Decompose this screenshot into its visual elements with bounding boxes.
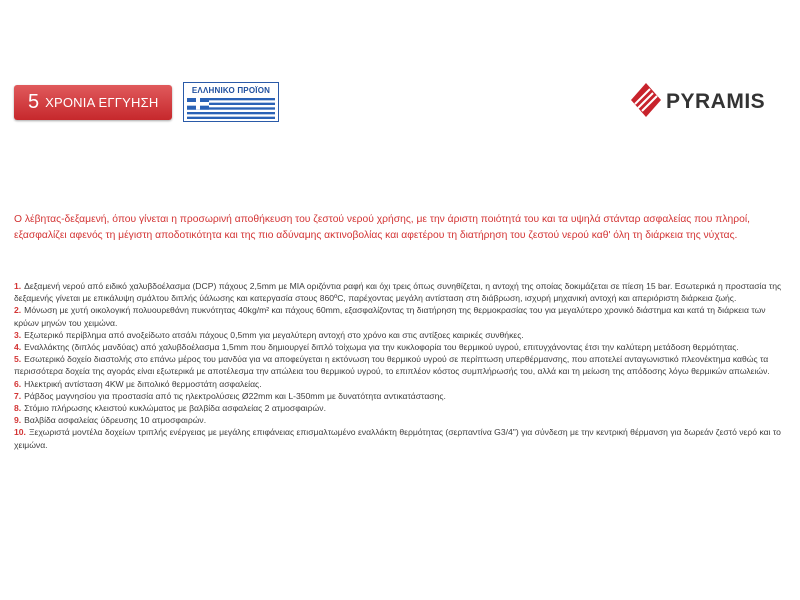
- greek-product-label: ΕΛΛΗΝΙΚΟ ΠΡΟΪΟΝ: [191, 86, 271, 95]
- list-item: 4. Εναλλάκτης (διπλός μανδύας) από χαλυβδοέλασμα 1,5mm που δημιουργεί διπλό τοίχωμα για την κυκλοφορία του θερμικού υγρού, επιτυγχάνοντας έτσι την καλύτερη μετάδοση θερμότητας.: [14, 342, 739, 353]
- list-item: 2. Μόνωση με χυτή οικολογική πολυουρεθάνη πυκνότητας 40kg/m² και πάχους 60mm, εξασφαλίζοντας τη διατήρηση της θερμοκρασίας του για μεγαλύτερο χρονικό διάστημα και κατά τη διάρκεια των κρύων μηνών του χειμώνα.: [14, 305, 766, 328]
- pyramis-logo-icon: [630, 82, 662, 118]
- list-item: 8. Στόμιο πλήρωσης κλειστού κυκλώματος με βαλβίδα ασφαλείας 2 ατμοσφαιρών.: [14, 403, 326, 414]
- greek-flag-icon: [187, 98, 275, 119]
- feature-list: [14, 280, 792, 451]
- list-item: 3. Εξωτερικό περίβλημα από ανοξείδωτο ατσάλι πάχους 0,5mm για μεγαλύτερη αντοχή στο χρόνο και στις αντίξοες καιρικές συνθήκες.: [14, 329, 524, 340]
- intro-paragraph: Ο λέβητας-δεξαμενή, όπου γίνεται η προσωρινή αποθήκευση του ζεστού νερού χρήσης, με την άριστη ποιότητά του και τα υψηλά στάνταρ ασφαλείας που πληροί, εξασφαλίζει αφενός τη μέγιστη αποδοτικότητα και της πιο αδύναμης ακτινοβολίας και αφετέρου τη διατήρηση του ζεστού νερού καθ' όλη τη διάρκεια της νύχτας.: [14, 214, 750, 241]
- warranty-label: ΧΡΟΝΙΑ ΕΓΓΥΗΣΗ: [45, 95, 159, 110]
- list-item: 1. Δεξαμενή νερού από ειδικό χαλυβδοέλασμα (DCP) πάχους 2,5mm με ΜΙΑ οριζόντια ραφή και όχι τρεις όπως συνηθίζεται, η αντοχή της οποίας δοκιμάζεται σε πίεση 15 bar. Εσωτερικά η προστασία της δεξαμενής γίνεται με επικάλυψη σμάλτου διπλής ύάλωσης και κατεργασία στους 860ºC, παρέχοντας μεγάλη αντίσταση στη διάβρωση, ισχυρή μηχανική αντοχή και απεριόριστη διάρκεια ζωής.: [14, 281, 782, 304]
- list-item: 6. Ηλεκτρική αντίσταση 4KW με διπολικό θερμοστάτη ασφαλείας.: [14, 378, 262, 389]
- list-item: 9. Βαλβίδα ασφαλείας ύδρευσης 10 ατμοσφαιρών.: [14, 415, 207, 426]
- brand-logo: [630, 82, 790, 118]
- list-item: 5. Εσωτερικό δοχείο διαστολής στο επάνω μέρος του μανδύα για να αποφεύγεται η εκτόνωση του θερμικού υγρού σε περίπτωση υπερθέρμανσης, που αποτελεί ανταγωνιστικό πλεονέκτημα καθώς τα περισσότερα δοχεία της αγοράς είναι εξωτερικά με αποτέλεσμα την απώλεια του θερμικού υγρού, το επιπλέον κόστος συμπλήρωσής του, αλλά και τη μείωση της απόδοσης λόγω θερμικών απωλειών.: [14, 354, 770, 377]
- greek-product-badge: [183, 82, 279, 122]
- brand-name: PYRAMIS: [666, 90, 766, 113]
- warranty-badge: [14, 85, 172, 120]
- warranty-years: 5: [28, 91, 40, 113]
- list-item: 7. Ράβδος μαγνησίου για προστασία από τις ηλεκτρολύσεις Ø22mm και L-350mm με δυνατότητα αντικατάστασης.: [14, 390, 446, 401]
- list-item: 10. Ξεχωριστά μοντέλα δοχείων τριπλής ενέργειας με μεγάλης επιφάνειας επισμαλτωμένο εναλλάκτη θερμότητας (σερπαντίνα G3/4") για σύνδεση με την κεντρική θέρμανση για δωρεάν ζεστό νερό και το χειμώνα.: [14, 427, 781, 450]
